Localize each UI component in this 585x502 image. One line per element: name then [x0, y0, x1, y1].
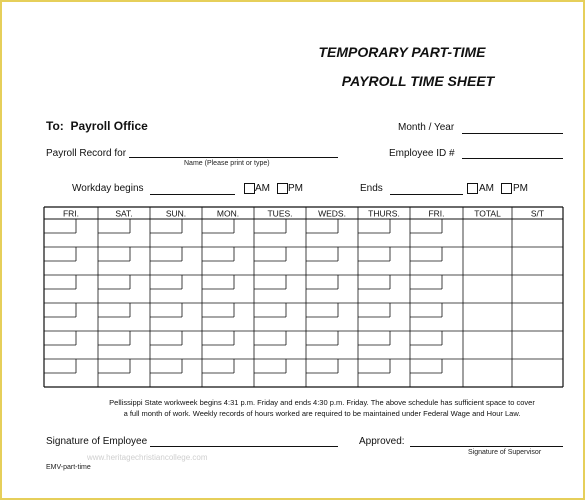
form-code: EMV-part-time [46, 464, 91, 471]
workday-begins-label: Workday begins [72, 183, 144, 194]
ends-label: Ends [360, 183, 383, 194]
column-header: THURS. [368, 208, 400, 219]
time-grid-header [63, 209, 544, 219]
supervisor-signature-hint: Signature of Supervisor [468, 449, 542, 456]
workweek-note [72, 397, 572, 419]
time-grid-lines [44, 207, 563, 387]
workweek-note-line1: Pellissippi State workweek begins 4:31 p.m. Friday and ends 4:30 p.m. Friday. The above schedule has sufficient space to cover [109, 398, 535, 407]
approved-label: Approved: [359, 436, 405, 447]
payroll-record-label: Payroll Record for [46, 148, 127, 159]
watermark: www.heritagechristiancollege.com [87, 453, 208, 462]
month-year-label: Month / Year [398, 122, 455, 133]
begins-pm-label: PM [288, 183, 303, 194]
time-grid-cells [44, 219, 442, 373]
form-title-line2: PAYROLL TIME SHEET [341, 73, 495, 89]
begins-am-label: AM [255, 183, 270, 194]
form-title-line1: TEMPORARY PART-TIME [318, 44, 486, 60]
employee-signature-field[interactable] [150, 446, 338, 447]
column-header: SAT. [115, 208, 133, 219]
ends-am-label: AM [479, 183, 494, 194]
column-header: TUES. [267, 208, 293, 219]
column-header: FRI. [428, 208, 445, 219]
to-label: To: [46, 119, 64, 133]
name-hint: Name (Please print or type) [184, 160, 270, 167]
to-value: Payroll Office [70, 119, 148, 133]
employee-id-label: Employee ID # [389, 148, 455, 159]
column-header: SUN. [165, 208, 187, 219]
employee-signature-label: Signature of Employee [46, 436, 148, 447]
time-grid [2, 2, 585, 502]
column-header: FRI. [62, 208, 80, 219]
supervisor-signature-field[interactable] [410, 446, 563, 447]
column-header: MON. [216, 208, 240, 219]
column-header: WEDS. [318, 208, 346, 219]
workweek-note-line2: a full month of work. Weekly records of hours worked are required to be maintained under Federal Wage and Hour Law. [123, 409, 521, 418]
column-header: S/T [530, 208, 545, 219]
column-header: TOTAL [474, 208, 501, 219]
ends-pm-label: PM [513, 183, 528, 194]
